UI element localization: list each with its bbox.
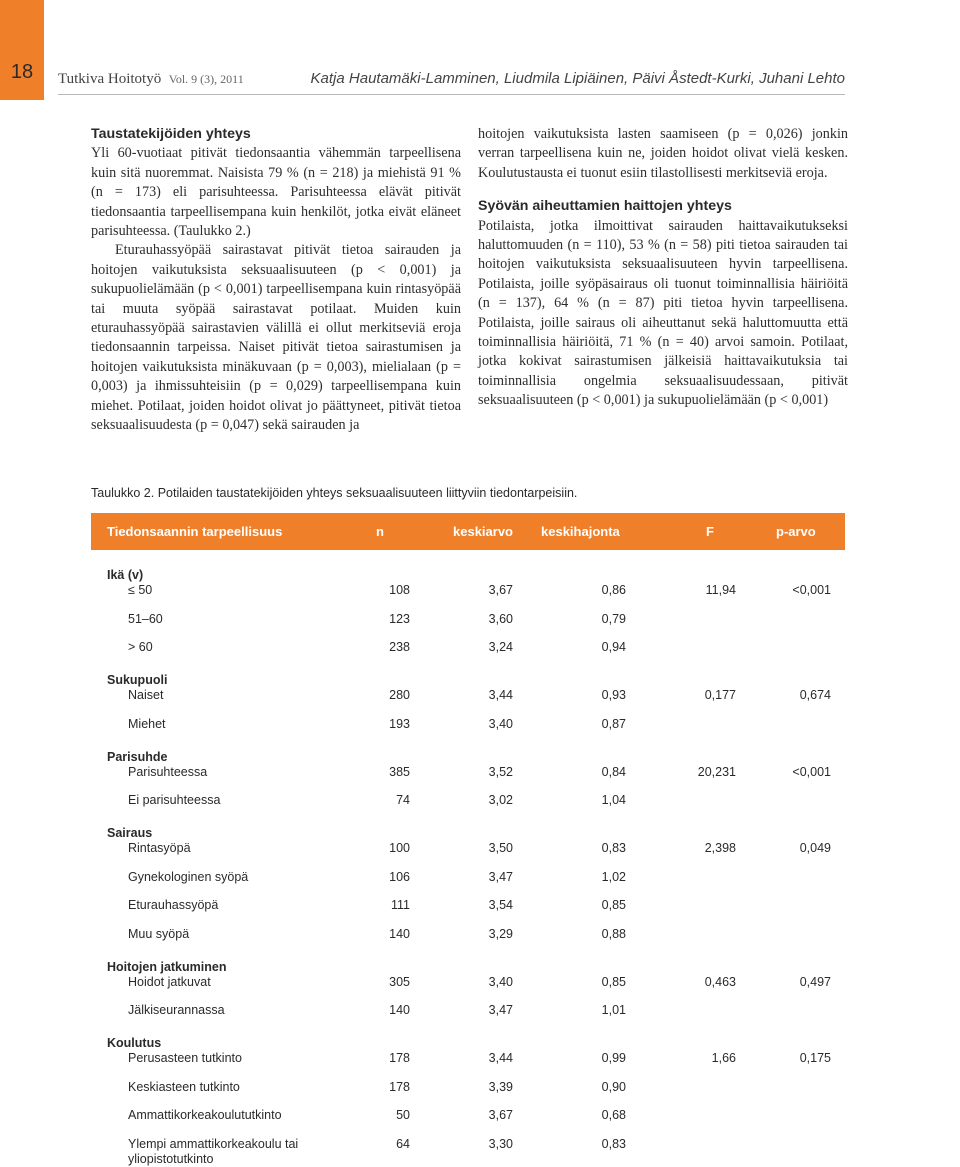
- column-header-need: Tiedonsaannin tarpeellisuus: [107, 524, 283, 539]
- table-row: [91, 870, 845, 885]
- row-label: Ei parisuhteessa: [128, 793, 221, 807]
- table-body: [91, 550, 845, 1167]
- table-row: [91, 765, 845, 780]
- cell-mean: 3,47: [488, 1003, 513, 1017]
- cell-p: [736, 717, 831, 732]
- table-row: [91, 612, 845, 627]
- row-label: Hoidot jatkuvat: [128, 974, 211, 989]
- cell-mean: 3,39: [488, 1079, 513, 1094]
- cell-p: 0,049: [799, 841, 831, 855]
- cell-sd: 0,86: [601, 583, 626, 597]
- table-row: [91, 975, 845, 990]
- cell-f: [626, 870, 736, 885]
- row-label: Ylempi ammattikorkeakoulu tai yliopistotutkinto: [128, 1136, 299, 1166]
- cell-n: 106: [389, 869, 410, 884]
- cell-p: 0,674: [799, 688, 831, 702]
- cell-n: 305: [389, 974, 410, 989]
- cell-mean: 3,44: [488, 1051, 513, 1065]
- cell-p: [736, 1137, 831, 1167]
- group-title: Hoitojen jatkuminen: [107, 959, 227, 974]
- row-label: Rintasyöpä: [128, 841, 191, 855]
- cell-p: [736, 640, 831, 655]
- cell-f: [626, 612, 736, 627]
- cell-p: [736, 898, 831, 913]
- cell-n: 111: [390, 898, 410, 912]
- cell-n: 140: [389, 1003, 410, 1017]
- table-row: [91, 1051, 845, 1066]
- results-table: [91, 513, 845, 1167]
- row-spacer: [91, 990, 845, 1004]
- group-title: Koulutus: [107, 1036, 162, 1050]
- cell-mean: 3,02: [488, 793, 513, 807]
- row-label: Naiset: [128, 688, 164, 702]
- row-spacer: [91, 598, 845, 612]
- cell-sd: 0,99: [601, 1051, 626, 1065]
- page-number-tab: [0, 0, 44, 100]
- cell-n: 178: [389, 1079, 410, 1094]
- cell-p: <0,001: [792, 764, 831, 779]
- group-spacer: [91, 732, 845, 748]
- group-title: Ikä (v): [107, 568, 144, 582]
- row-spacer: [91, 627, 845, 641]
- cell-f: [626, 793, 736, 808]
- row-spacer: [91, 913, 845, 927]
- table-row: [91, 841, 845, 856]
- cell-f: 2,398: [704, 841, 736, 855]
- cell-p: [736, 793, 831, 808]
- cell-n: 280: [389, 688, 410, 702]
- row-label: Gynekologinen syöpä: [128, 869, 249, 884]
- table-group: [91, 1036, 845, 1167]
- article-authors: Katja Hautamäki-Lamminen, Liudmila Lipiäinen, Päivi Åstedt-Kurki, Juhani Lehto: [310, 70, 845, 87]
- cell-sd: 0,87: [601, 716, 626, 731]
- row-spacer: [91, 1095, 845, 1109]
- row-label: Jälkiseurannassa: [128, 1003, 225, 1017]
- section-heading-harms: Syövän aiheuttamien haittojen yhteys: [478, 198, 732, 215]
- cell-p: [736, 1080, 831, 1095]
- table-caption: Taulukko 2. Potilaiden taustatekijöiden yhteys seksuaalisuuteen liittyviin tiedontarpeisiin.: [91, 486, 578, 500]
- cell-f: [626, 927, 736, 942]
- table-group: [91, 750, 845, 809]
- cell-f: [626, 898, 736, 913]
- cell-mean: 3,54: [488, 898, 513, 912]
- table-row: [91, 1137, 845, 1167]
- cell-f: 0,177: [704, 688, 736, 702]
- right-paragraph-1: hoitojen vaikutuksista lasten saamiseen (p = 0,026) jonkin verran tarpeellisena kuin ne, joiden hoidot olivat vielä kesken. Koulutustausta ei tuonut esiin tilastollisesti merkitseviä eroja.: [478, 126, 848, 181]
- row-label: Keskiasteen tutkinto: [128, 1079, 240, 1094]
- cell-f: [626, 717, 736, 732]
- cell-f: [626, 1137, 736, 1167]
- column-header-mean: keskiarvo: [453, 524, 513, 539]
- table-row: [91, 1003, 845, 1018]
- row-spacer: [91, 885, 845, 899]
- cell-mean: 3,67: [488, 1108, 513, 1122]
- right-column: [478, 125, 848, 411]
- journal-name: Tutkiva Hoitotyö: [58, 71, 162, 87]
- header-divider: [58, 94, 845, 95]
- table-row: [91, 640, 845, 655]
- cell-mean: 3,50: [488, 841, 513, 855]
- cell-n: 50: [396, 1108, 410, 1122]
- column-header-p: p-arvo: [776, 524, 816, 539]
- table-row: [91, 717, 845, 732]
- cell-sd: 1,04: [601, 793, 626, 807]
- row-label: Ammattikorkeakoulututkinto: [128, 1108, 282, 1122]
- cell-f: [626, 640, 736, 655]
- table-row: [91, 1080, 845, 1095]
- cell-p: [736, 1003, 831, 1018]
- cell-f: [626, 1003, 736, 1018]
- cell-p: [736, 870, 831, 885]
- cell-p: <0,001: [792, 583, 831, 597]
- cell-p: [736, 1108, 831, 1123]
- group-spacer: [91, 808, 845, 824]
- row-label: Miehet: [128, 716, 166, 731]
- column-header-n: n: [376, 524, 384, 539]
- cell-mean: 3,24: [488, 640, 513, 654]
- journal-title: [58, 71, 244, 88]
- cell-sd: 0,84: [601, 764, 626, 779]
- table-group: [91, 826, 845, 942]
- cell-n: 64: [396, 1136, 410, 1151]
- cell-mean: 3,40: [488, 974, 513, 989]
- cell-mean: 3,29: [488, 926, 513, 941]
- cell-f: 20,231: [697, 764, 736, 779]
- left-paragraph-1: Yli 60-vuotiaat pitivät tiedonsaantia vähemmän tarpeellisena kuin sitä nuoremmat. Naisista 79 % (n = 218) ja miehistä 91 % (n = 173) eli parisuhteessa. Parisuhteessa elävät pitivät tiedonsaantia tarpeellisempana kuin henkilöt, jotka eivät eläneet parisuhteessa. (Taulukko 2.): [91, 145, 461, 240]
- cell-p: [736, 927, 831, 942]
- column-header-sd: keskihajonta: [541, 524, 620, 539]
- table-row: [91, 898, 845, 913]
- table-group: [91, 960, 845, 1019]
- row-label: Perusasteen tutkinto: [128, 1051, 242, 1065]
- cell-mean: 3,60: [488, 611, 513, 626]
- cell-n: 385: [389, 764, 410, 779]
- cell-sd: 1,01: [601, 1003, 626, 1017]
- cell-sd: 0,85: [601, 974, 626, 989]
- left-column: [91, 125, 461, 436]
- table-group: [91, 673, 845, 732]
- cell-p: 0,497: [799, 974, 831, 989]
- cell-sd: 0,79: [601, 611, 626, 626]
- journal-volume: Vol. 9 (3), 2011: [168, 72, 244, 86]
- cell-f: 1,66: [711, 1051, 736, 1065]
- cell-n: 123: [389, 611, 410, 626]
- row-label: Eturauhassyöpä: [128, 898, 219, 912]
- cell-sd: 0,94: [601, 640, 626, 654]
- cell-n: 108: [389, 583, 410, 597]
- group-title: Parisuhde: [107, 749, 168, 764]
- row-label: > 60: [128, 640, 153, 654]
- cell-n: 193: [389, 716, 410, 731]
- cell-sd: 0,93: [601, 688, 626, 702]
- row-label: 51–60: [128, 611, 163, 626]
- group-title: Sairaus: [107, 826, 153, 840]
- row-spacer: [91, 780, 845, 794]
- row-label: Muu syöpä: [128, 926, 190, 941]
- cell-mean: 3,67: [488, 583, 513, 597]
- right-paragraph-2: Potilaista, jotka ilmoittivat sairauden haittavaikutukseksi haluttomuuden (n = 110), 53 % (n = 58) piti tietoa sairauden tai hoitojen vaikutuksista seksuaalisuuteen hyvin tarpeellisena. Potilaista, joille syöpäsairaus oli tuonut toiminnallisia häiriöitä (n = 137), 64 % (n = 87) piti tietoa hyvin tarpeellisena. Potilaista, joille sairaus oli aiheuttanut sekä haluttomuutta että toiminnallisia häiriöitä, 71 % (n = 40) arvoi samoin. Potilaat, jotka kokivat sairastumisen jälkeisiä haittavaikutuksia tai toiminnallisia ongelmia seksuaalisuudessaan, pitivät seksuaalisuuteen (p < 0,001) ja sukupuolielämään (p < 0,001): [478, 217, 848, 409]
- cell-f: [626, 1108, 736, 1123]
- group-spacer: [91, 942, 845, 958]
- left-paragraph-2: Eturauhassyöpää sairastavat pitivät tietoa sairauden ja hoitojen vaikutuksista seksuaalisuuteen (p < 0,001) ja sukupuolielämään (p < 0,001) tarpeellisempana kuin rintasyöpää tai muuta syöpää sairastavat potilaat. Muiden kuin eturauhassyöpää sairastavien välillä ei ollut merkitseviä eroja tiedonsaannin tarpeissa. Naiset pitivät tietoa sairastumisen ja hoitojen vaikutuksista minäkuvaan (p = 0,003), mielialaan (p = 0,003) ja ihmissuhteisiin (p = 0,029) tarpeellisempana kuin miehet. Potilaat, joiden hoidot olivat jo päättyneet, pitivät tietoa seksuaalisuudesta (p = 0,047) sekä sairauden ja: [91, 242, 461, 434]
- page-number: 18: [10, 61, 34, 83]
- group-spacer: [91, 550, 845, 566]
- row-spacer: [91, 1066, 845, 1080]
- cell-mean: 3,30: [488, 1136, 513, 1151]
- cell-sd: 0,83: [601, 841, 626, 855]
- group-spacer: [91, 655, 845, 671]
- table-row: [91, 688, 845, 703]
- column-header-f: F: [706, 524, 714, 539]
- cell-sd: 0,85: [601, 898, 626, 912]
- cell-n: 74: [396, 793, 410, 807]
- cell-mean: 3,40: [488, 716, 513, 731]
- row-label: Parisuhteessa: [128, 764, 208, 779]
- row-spacer: [91, 1123, 845, 1137]
- row-spacer: [91, 856, 845, 870]
- table-row: [91, 927, 845, 942]
- cell-f: 11,94: [705, 583, 736, 597]
- group-spacer: [91, 1018, 845, 1034]
- section-heading-background: Taustatekijöiden yhteys: [91, 126, 251, 142]
- cell-mean: 3,52: [488, 764, 513, 779]
- table-row: [91, 583, 845, 598]
- row-label: ≤ 50: [128, 583, 153, 597]
- group-title: Sukupuoli: [107, 673, 168, 687]
- cell-p: [736, 612, 831, 627]
- cell-sd: 0,88: [601, 926, 626, 941]
- cell-f: [626, 1080, 736, 1095]
- cell-sd: 0,83: [601, 1136, 626, 1151]
- cell-p: 0,175: [799, 1051, 831, 1065]
- table-header-row: [91, 513, 845, 550]
- cell-sd: 1,02: [601, 869, 626, 884]
- cell-n: 238: [389, 640, 410, 654]
- cell-mean: 3,47: [488, 869, 513, 884]
- table-row: [91, 1108, 845, 1123]
- cell-sd: 0,68: [601, 1108, 626, 1122]
- row-spacer: [91, 703, 845, 717]
- table-row: [91, 793, 845, 808]
- cell-mean: 3,44: [488, 688, 513, 702]
- cell-n: 178: [389, 1051, 410, 1065]
- cell-sd: 0,90: [601, 1079, 626, 1094]
- table-group: [91, 568, 845, 655]
- cell-f: 0,463: [704, 974, 736, 989]
- cell-n: 140: [389, 926, 410, 941]
- cell-n: 100: [389, 841, 410, 855]
